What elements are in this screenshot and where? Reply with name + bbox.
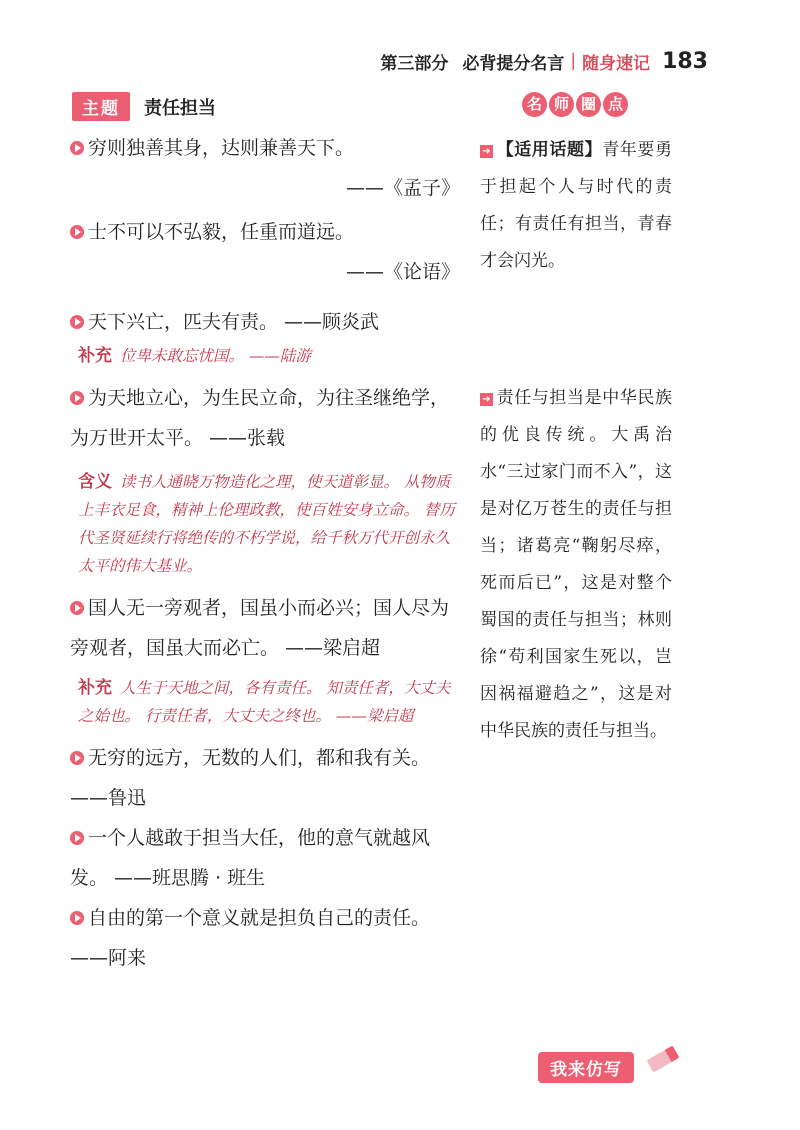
topic-heading [72,92,216,121]
page-number: 183 [662,48,708,74]
pencil-icon [647,1045,680,1072]
supplement-note [78,342,460,370]
play-bullet-icon [70,601,84,615]
supplement-note [78,674,460,730]
play-bullet-icon [70,391,84,405]
sidebar-tip-topic [480,132,672,280]
part-label: 第三部分 [380,53,449,74]
quote-item [70,738,460,818]
quote-text: 国人无一旁观者，国虽小而必兴；国人尽为旁观者，国虽大而必亡。 ——梁启超 [70,597,450,659]
tip-label: 【适用话题】 [496,140,603,160]
play-bullet-icon [70,225,84,239]
note-text: 位卑未敢忘忧国。 ——陆游 [120,347,311,365]
quote-item [70,898,460,978]
play-bullet-icon [70,831,84,845]
section-label: 必背提分名言 [462,53,565,74]
sidebar-title-char: 师 [549,92,574,117]
quote-text: 穷则独善其身，达则兼善天下。 [88,137,355,159]
quote-item [70,302,460,342]
note-tag: 含义 [78,472,112,492]
quote-text: 士不可以不弘毅，任重而道远。 [88,221,355,243]
page-header [380,44,708,78]
note-text: 读书人通晓万物造化之理，使天道彰显。 从物质上丰衣足食，精神上伦理政教，使百姓安身立命。 替历代圣贤延续行将绝传的不朽学说，给千秋万代开创永久太平的伟大基业。 [78,473,455,575]
topic-tag: 主题 [72,92,130,121]
quote-text: 一个人越敢于担当大任，他的意气就越风发。 ——班思腾 · 班生 [70,827,431,889]
quote-text: 自由的第一个意义就是担负自己的责任。 ——阿来 [70,907,431,969]
tip-text: 青年要勇于担起个人与时代的责任；有责任有担当，青春才会闪光。 [480,140,673,271]
play-bullet-icon [70,911,84,925]
quote-item [70,128,460,168]
sidebar-tip-explanation [480,380,672,750]
quotes-column [70,128,460,978]
play-bullet-icon [70,751,84,765]
header-separator: | [570,51,577,71]
imitate-writing-button[interactable]: 我来仿写 [538,1052,634,1083]
quote-text: 天下兴亡，匹夫有责。 ——顾炎武 [88,311,380,333]
quote-item [70,588,460,668]
series-label: 随身速记 [582,53,651,74]
quote-item [70,818,460,898]
topic-title: 责任担当 [144,97,216,119]
quote-item [70,212,460,252]
play-bullet-icon [70,141,84,155]
arrow-icon: ➔ [480,393,493,406]
note-tag: 补充 [78,678,112,698]
quote-source: ——《论语》 [345,261,460,283]
sidebar-title-char: 点 [603,92,628,117]
sidebar-title-char: 圈 [576,92,601,117]
arrow-icon: ➔ [480,145,493,158]
sidebar-title [522,92,628,117]
tip-text: 责任与担当是中华民族的优良传统。大禹治水“三过家门而不入”，这是对亿万苍生的责任与担当；诸葛亮“鞠躬尽瘁，死而后已”，这是对整个蜀国的责任与担当；林则徐“苟利国家生死以，岂因祸福避趋之”，这是对中华民族的责任与担当。 [480,388,672,741]
meaning-note [78,468,460,580]
play-bullet-icon [70,315,84,329]
note-tag: 补充 [78,346,112,366]
quote-source: ——《孟子》 [345,177,460,199]
sidebar-title-char: 名 [522,92,547,117]
note-text: 人生于天地之间，各有责任。 知责任者，大丈夫之始也。 行责任者，大丈夫之终也。 ——梁启超 [78,679,451,725]
quote-item [70,378,460,458]
quote-text: 为天地立心，为生民立命，为往圣继绝学，为万世开太平。 ——张载 [70,387,450,449]
quote-text: 无穷的远方，无数的人们，都和我有关。 ——鲁迅 [70,747,431,809]
